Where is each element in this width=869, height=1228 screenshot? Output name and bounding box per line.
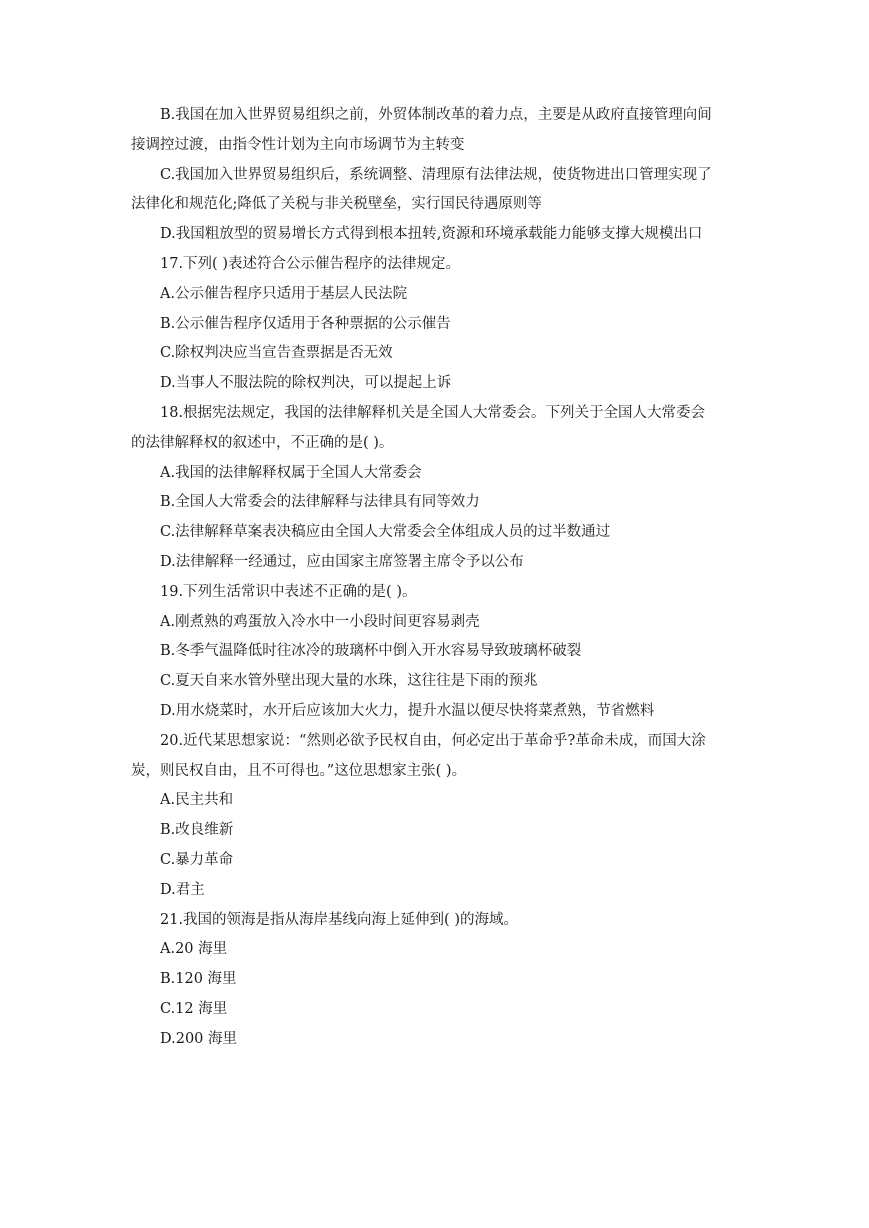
q18-option-c: C.法律解释草案表决稿应由全国人大常委会全体组成人员的过半数通过 (160, 524, 611, 541)
q20-option-a: A.民主共和 (160, 792, 234, 809)
q20-option-d: D.君主 (160, 881, 205, 898)
q16-option-c-line-2: 法律化和规范化;降低了关税与非关税壁垒，实行国民待遇原则等 (131, 196, 542, 213)
q17-option-b: B.公示催告程序仅适用于各种票据的公示催告 (160, 315, 451, 332)
q16-option-b-line-1: B.我国在加入世界贸易组织之前，外贸体制改革的着力点，主要是从政府直接管理向间 (160, 107, 712, 123)
q21-option-d: D.200 海里 (160, 1030, 238, 1047)
document-body (131, 101, 741, 1055)
q21-option-b: B.120 海里 (160, 971, 237, 988)
q18-option-b: B.全国人大常委会的法律解释与法律具有同等效力 (160, 494, 480, 511)
q18-question-line-2: 的法律解释权的叙述中，不正确的是( )。 (131, 434, 394, 451)
q20-option-c: C.暴力革命 (160, 851, 234, 868)
q18-option-d: D.法律解释一经通过，应由国家主席签署主席令予以公布 (160, 553, 524, 570)
q19-question: 19.下列生活常识中表述不正确的是( )。 (160, 583, 417, 600)
q16-option-c-line-1: C.我国加入世界贸易组织后，系统调整、清理原有法律法规，使货物进出口管理实现了 (160, 166, 712, 183)
q20-question-line-2: 炭，则民权自由，且不可得也。”这位思想家主张( )。 (131, 762, 467, 779)
q18-option-a: A.我国的法律解释权属于全国人大常委会 (160, 464, 422, 481)
q20-option-b: B.改良维新 (160, 822, 234, 839)
q19-option-a: A.刚煮熟的鸡蛋放入冷水中一小段时间更容易剥壳 (160, 613, 480, 630)
q19-option-c: C.夏天自来水管外壁出现大量的水珠，这往往是下雨的预兆 (160, 673, 538, 690)
q17-question: 17.下列( )表述符合公示催告程序的法律规定。 (160, 255, 460, 272)
q16-option-b-line-2: 接调控过渡，由指令性计划为主向市场调节为主转变 (131, 136, 465, 153)
q21-option-c: C.12 海里 (160, 1000, 228, 1017)
q20-question-line-1: 20.近代某思想家说：“然则必欲予民权自由，何必定出于革命乎?革命未成，而国大涂 (160, 732, 706, 749)
q19-option-b: B.冬季气温降低时往冰冷的玻璃杯中倒入开水容易导致玻璃杯破裂 (160, 643, 582, 660)
q18-question-line-1: 18.根据宪法规定，我国的法律解释机关是全国人大常委会。下列关于全国人大常委会 (160, 404, 706, 421)
q21-question: 21.我国的领海是指从海岸基线向海上延伸到( )的海域。 (160, 911, 518, 928)
q16-option-d: D.我国粗放型的贸易增长方式得到根本扭转,资源和环境承载能力能够支撑大规模出口 (160, 226, 703, 243)
q21-option-a: A.20 海里 (160, 941, 228, 958)
q17-option-c: C.除权判决应当宣告查票据是否无效 (160, 345, 393, 362)
q17-option-a: A.公示催告程序只适用于基层人民法院 (160, 285, 408, 302)
q17-option-d: D.当事人不服法院的除权判决，可以提起上诉 (160, 375, 452, 392)
q19-option-d: D.用水烧菜时，水开后应该加大火力，提升水温以便尽快将菜煮熟，节省燃料 (160, 702, 655, 719)
